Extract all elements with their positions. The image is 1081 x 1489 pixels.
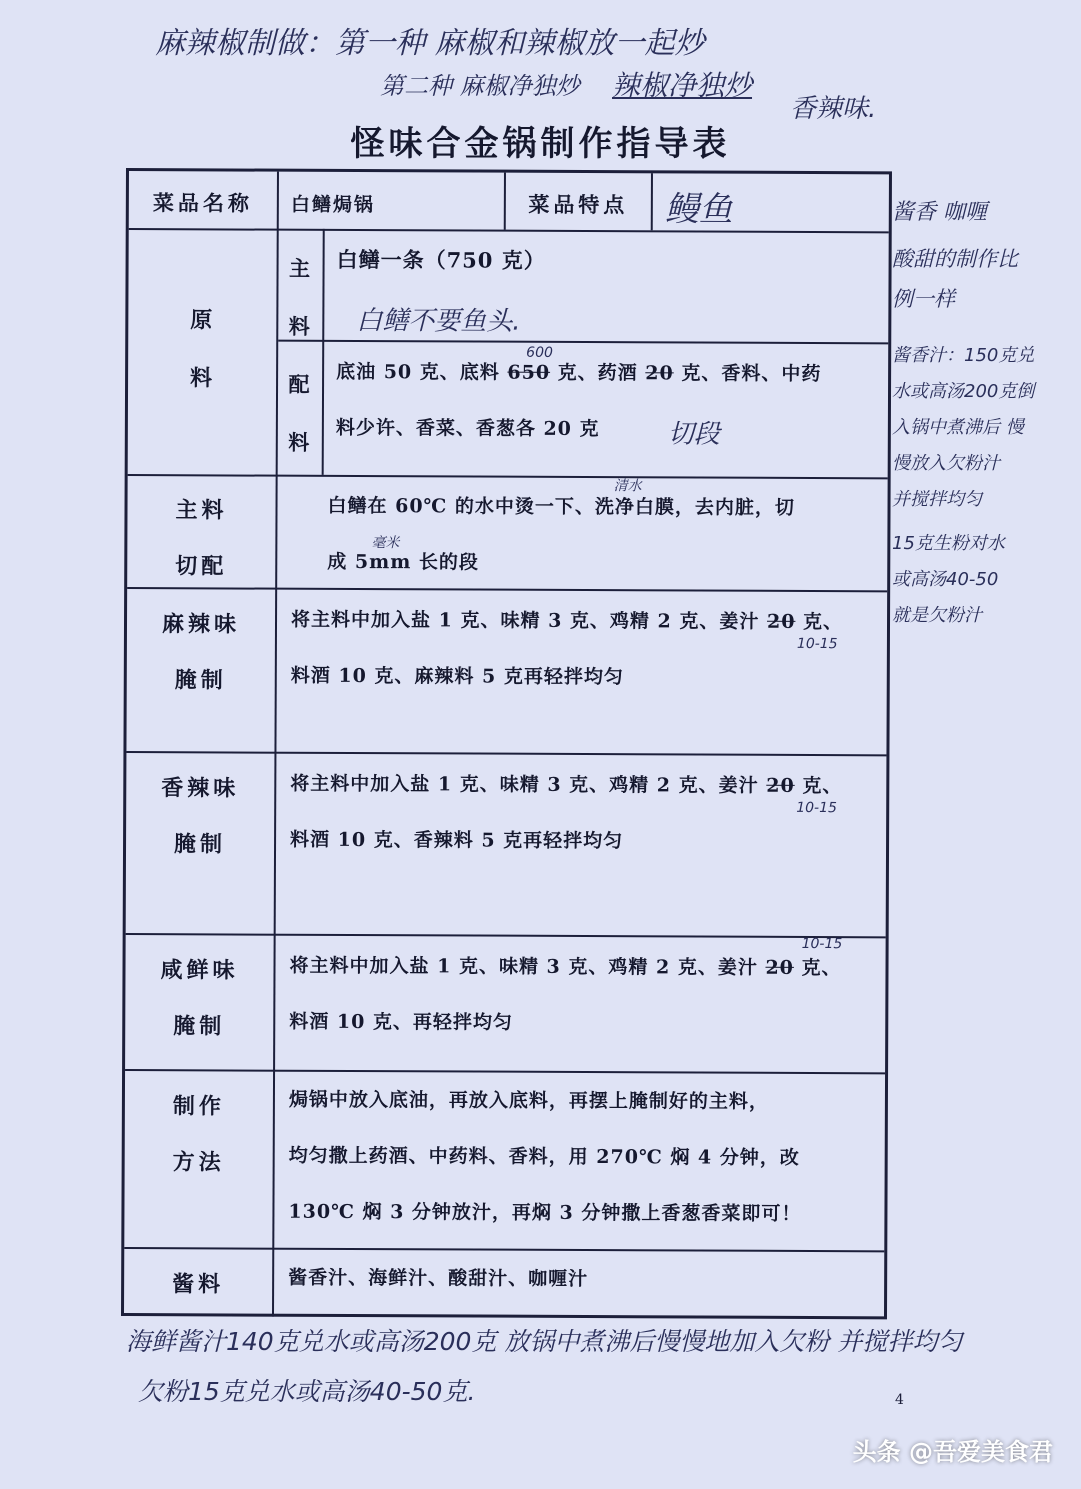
spicy-label-2: 腌制: [174, 667, 227, 694]
ingredients-label: 原料: [190, 307, 217, 392]
side-note-0: 酱香 咖喱: [892, 200, 987, 225]
method-label-2: 方法: [172, 1149, 225, 1176]
spicy-line1: [290, 592, 844, 653]
method-line2: 均匀撒上药酒、中药料、香料，用 270℃ 焖 4 分钟，改: [288, 1144, 800, 1169]
savory-label-2: 腌制: [173, 1013, 226, 1040]
spicy-edit: 10-15: [796, 635, 838, 653]
main-cut-label-2: 切配: [175, 553, 228, 580]
method-label-1: 制作: [172, 1093, 225, 1120]
main-cut-edit-haomi: 毫米: [371, 535, 400, 552]
side-note-8: 15克生粉对水: [892, 533, 1005, 554]
top-note-line3: 香辣味.: [790, 94, 877, 124]
main-cut-line1: 白鳝在 60℃ 的水中烫一下、洗净白膜，去内脏，切: [327, 494, 796, 519]
recipe-table: [121, 168, 892, 1319]
bottom-note-line1: 海鲜酱汁140克兑水或高汤200克 放锅中煮沸后慢慢地加入欠粉 并搅拌均匀: [126, 1327, 963, 1356]
aromatic-label-2: 腌制: [173, 831, 227, 858]
aromatic-line2: 料酒 10 克、香辣料 5 克再轻拌均匀: [290, 828, 624, 853]
main-cut-edit-qingshui: 清水: [613, 478, 642, 495]
main-cut-label-1: 主料: [175, 497, 228, 524]
aux-line1-b: 克、药酒: [550, 361, 646, 385]
side-note-2: 例一样: [892, 287, 955, 311]
dish-name-value: 白鳝焗锅: [290, 193, 375, 217]
method-line3: 130℃ 焖 3 分钟放汁，再焖 3 分钟撒上香葱香菜即可！: [288, 1200, 802, 1225]
aromatic-edit: 10-15: [796, 799, 837, 817]
main-ingredient-label: 主料: [288, 255, 315, 339]
aux-ingredient-label: 配料: [288, 371, 314, 455]
savory-line2: 料酒 10 克、再轻拌均匀: [289, 1010, 513, 1034]
aromatic-label-1: 香辣味: [161, 775, 240, 802]
aromatic-line1-strike: 20: [766, 774, 795, 797]
side-note-9: 或高汤40-50: [892, 569, 999, 590]
spicy-label-1: 麻辣味: [161, 611, 241, 638]
savory-edit: 10-15: [801, 935, 843, 953]
aux-line1-a: 底油 50 克、底料: [336, 360, 508, 384]
side-note-4: 水或高汤200克倒: [892, 381, 1035, 402]
main-cut-line2: 成 5mm 长的段: [327, 550, 480, 574]
watermark: 头条 @吾爱美食君: [852, 1438, 1053, 1466]
feature-value: 鳗鱼: [664, 189, 733, 230]
main-ingredient-note: 白鳝不要鱼头.: [356, 306, 521, 337]
main-ingredient-value: 白鳝一条（750 克）: [336, 246, 546, 273]
aux-ingredient-note: 切段: [667, 419, 720, 450]
document-title: 怪味合金锅制作指导表: [350, 124, 731, 164]
spicy-line1-b: 克、: [795, 610, 844, 634]
savory-line1-b: 克、: [793, 956, 842, 980]
aux-line1-c: 克、香料、中药: [673, 362, 822, 386]
side-notes: [892, 195, 1062, 637]
spicy-line2: 料酒 10 克、麻辣料 5 克再轻拌均匀: [290, 664, 624, 689]
top-note-line2a: 第二种 麻椒净独炒: [380, 72, 580, 100]
side-note-7: 并搅拌均匀: [892, 489, 982, 510]
side-note-5: 入锅中煮沸后 慢: [892, 417, 1024, 438]
savory-line1-a: 将主料中加入盐 1 克、味精 3 克、鸡精 2 克、姜汁: [289, 954, 766, 979]
side-note-10: 就是欠粉汁: [892, 605, 982, 626]
side-note-1: 酸甜的制作比: [892, 247, 1018, 271]
aux-line1-strike: 650: [507, 361, 551, 384]
sauce-value: 酱香汁、海鲜汁、酸甜汁、咖喱汁: [288, 1266, 589, 1291]
savory-line1: [289, 935, 843, 996]
method-line1: 焗锅中放入底油，再放入底料，再摆上腌制好的主料，: [288, 1088, 769, 1113]
aux-edit-600: 600: [526, 344, 553, 361]
top-note-line2b: 辣椒净独炒: [612, 69, 753, 102]
side-note-6: 慢放入欠粉汁: [892, 453, 1000, 474]
aux-line1-strike2: 20: [645, 362, 674, 385]
bottom-note-line2: 欠粉15克兑水或高汤40-50克.: [138, 1377, 476, 1406]
sauce-label: 酱料: [172, 1271, 225, 1298]
feature-label: 菜品特点: [528, 191, 629, 218]
savory-label-1: 咸鲜味: [160, 957, 239, 984]
spicy-line1-strike: 20: [766, 610, 796, 633]
savory-line1-strike: 20: [765, 956, 794, 979]
aux-ingredient-line1: [336, 344, 822, 402]
aromatic-line1-b: 克、: [794, 774, 843, 798]
aromatic-line1-a: 将主料中加入盐 1 克、味精 3 克、鸡精 2 克、姜汁: [290, 772, 767, 797]
aromatic-line1: [290, 756, 843, 817]
top-note-line1: 麻辣椒制做：第一种 麻椒和辣椒放一起炒: [155, 26, 705, 61]
dish-name-label: 菜品名称: [152, 190, 253, 216]
side-note-3: 酱香汁：150克兑: [892, 345, 1035, 366]
spicy-line1-a: 将主料中加入盐 1 克、味精 3 克、鸡精 2 克、姜汁: [290, 608, 768, 633]
aux-ingredient-line2: 料少许、香菜、香葱各 20 克: [335, 416, 600, 441]
page-number: 4: [895, 1392, 904, 1408]
